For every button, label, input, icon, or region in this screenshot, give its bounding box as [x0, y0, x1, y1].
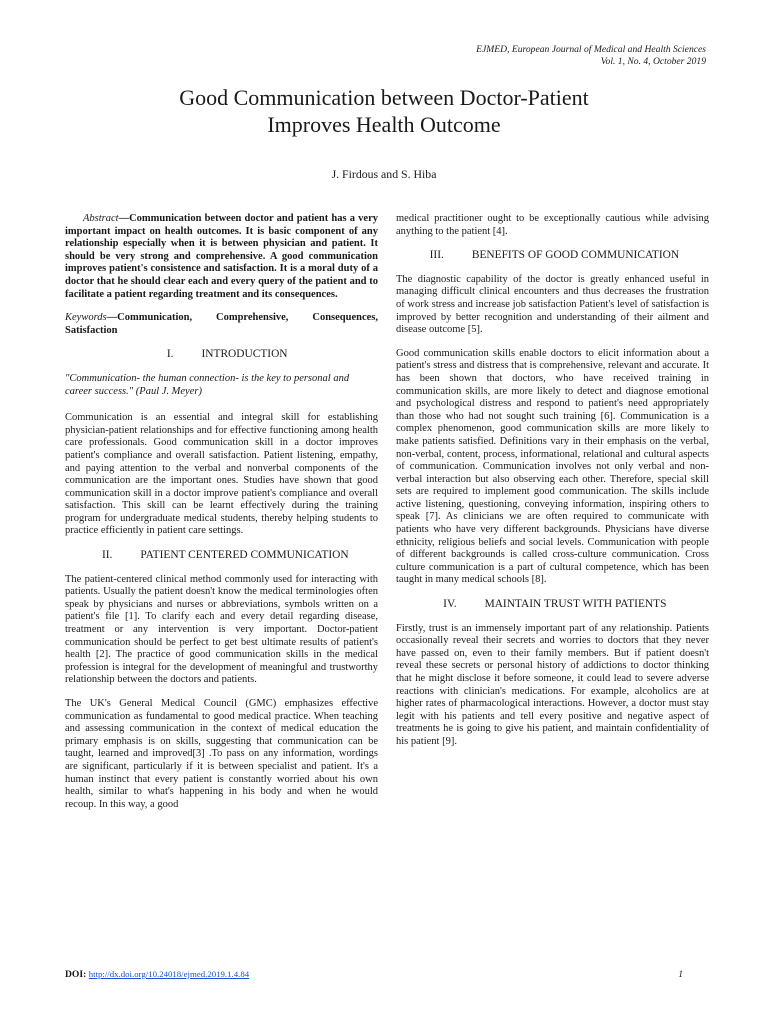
section-title: BENEFITS OF GOOD COMMUNICATION	[471, 249, 680, 262]
keywords-text: —Communication, Comprehensive, Consequences, Satisfaction	[65, 312, 378, 336]
paragraph: medical practitioner ought to be exceptionally cautious while advising anything to the patient [4].	[396, 213, 709, 237]
epigraph-quote: "Communication- the human connection- is the key to personal and career success." (Paul J. Meyer)	[65, 372, 350, 397]
section-heading-introduction	[65, 348, 378, 361]
section-number: II.	[101, 549, 113, 562]
title-line-2: Improves Health Outcome	[267, 112, 501, 137]
section-title: MAINTAIN TRUST WITH PATIENTS	[484, 598, 667, 611]
paper-title	[60, 84, 708, 138]
abstract-label: Abstract	[83, 213, 119, 224]
journal-header	[476, 44, 706, 68]
section-number: I.	[166, 348, 174, 361]
keywords	[65, 312, 378, 337]
section-number: IV.	[443, 598, 457, 611]
doi-label: DOI:	[65, 969, 87, 980]
paragraph: The UK's General Medical Council (GMC) emphasizes effective communication as fundamental to good medical practice. When teaching and assessing communication in the context of medical education the primary emphasis is on skills, suggesting that communication can be taught, learned and improved[3] .To pass on any information, wordings are significant, particularly if it is between specialist and patient. It's a human instinct that every patient is constantly worried about his own health, similar to what's happening in his body and when he would recoup. In this way, a good	[65, 698, 378, 810]
section-heading-benefits	[396, 249, 709, 262]
paragraph: The patient-centered clinical method commonly used for interacting with patients. Usually the patient doesn't know the medical terminologies often speak by physicians and nurses or abbreviations, symbols written on a patient's file [1]. To clarify each and every detail regarding disease, treatment or any intervention is very important. Doctor-patient communication should be perfect to get best ultimate results of patient's health [2]. The practice of good communication skills in the medical profession is integral for the development of meaningful and trustworthy relationship between the doctors and patients.	[65, 573, 378, 686]
abstract	[65, 213, 378, 301]
page-footer	[65, 969, 683, 980]
paragraph: Communication is an essential and integral skill for establishing physician-patient relationships and for effective functioning among health care professionals. Good communication skill in a doctor improves patient's compliance and overall satisfaction. Patient listening, empathy, and paying attention to the verbal and nonverbal components of the communication are the important ones. Studies have shown that good communication skill in a doctor improve patient's compliance and overall satisfaction. This skill can be learnt effectively during the training program for undergraduate medical students, thereby helping students to practice efficiently in patient care settings.	[65, 412, 378, 537]
journal-issue: Vol. 1, No. 4, October 2019	[600, 56, 706, 67]
section-heading-trust	[396, 598, 709, 611]
doi	[65, 969, 249, 980]
title-line-1: Good Communication between Doctor-Patient	[179, 85, 589, 110]
paragraph: Good communication skills enable doctors to elicit information about a patient's stress and distress that is comprehensive, relevant and accurate. It has been shown that doctors, who have received training in communication skills, are more likely to detect and diagnose emotional and psychological distress and respond to patient's need appropriately than those who had not sought such training [6]. Communication is a complex phenomenon, good communication skills are more likely to make patients satisfied. Definitions vary in their emphasis on the verbal, non-verbal, content, process, informational, relational and cultural aspects of communication. Communication involves not only verbal and non-verbal interaction but also observing each other. Therefore, special skill sets are required to implement good communication. The skills include active listening, questioning, conveying information, inspiring others to speak [7]. As clinicians we are often required to communicate with patients who have very different backgrounds. Physicians have diverse ethnicity, religious beliefs and social levels. Communication with people of different backgrounds is called cross-culture communication. Cross culture communication is a part of cultural competence, which has been taught in many medical schools [8].	[396, 347, 709, 586]
abstract-text: —Communication between doctor and patient has a very important impact on health outcomes. It is basic component of any relationship especially when it is between physician and patient. It should be very strong and comprehensive. A good communication improves patient's consistence and satisfaction. It is a moral duty of a doctor that he should clear each and every query of the patient and to facilitate a patient regarding treatment and its consequences.	[65, 213, 378, 300]
section-heading-patient-centered	[65, 549, 378, 562]
paragraph: The diagnostic capability of the doctor is greatly enhanced useful in managing difficult clinical encounters and thus decreases the frustration of work stress and increase job satisfaction Patient's level of satisfaction is improved by better recognition and understanding of their ailment and disease outcome [5].	[396, 273, 709, 336]
doi-link[interactable]: http://dx.doi.org/10.24018/ejmed.2019.1.4.84	[88, 969, 250, 979]
section-number: III.	[429, 249, 444, 262]
paragraph: Firstly, trust is an immensely important part of any relationship. Patients occasionally reveal their secrets and worries to doctors that they never have passed on, even to their family members. But if patient doesn't reveal these secrets or personal history of addictions to doctor thinking that he might disclose it before someone, it could lead to severe adverse reactions with clinician's medications. For example, alcoholics are at higher rates of pharmacological interactions. However, a doctor must stay legit with his patients and tell every positive and negative aspect of treatments he is going to give his patient, and maintain confidentiality of his patient [9].	[396, 622, 709, 747]
left-column	[65, 213, 378, 822]
section-title: INTRODUCTION	[201, 348, 288, 361]
page-number: 1	[678, 969, 683, 980]
journal-name: EJMED, European Journal of Medical and Health Sciences	[476, 44, 706, 55]
right-column	[396, 213, 709, 760]
keywords-label: Keywords	[65, 312, 107, 324]
section-title: PATIENT CENTERED COMMUNICATION	[140, 549, 349, 562]
authors: J. Firdous and S. Hiba	[331, 167, 437, 181]
